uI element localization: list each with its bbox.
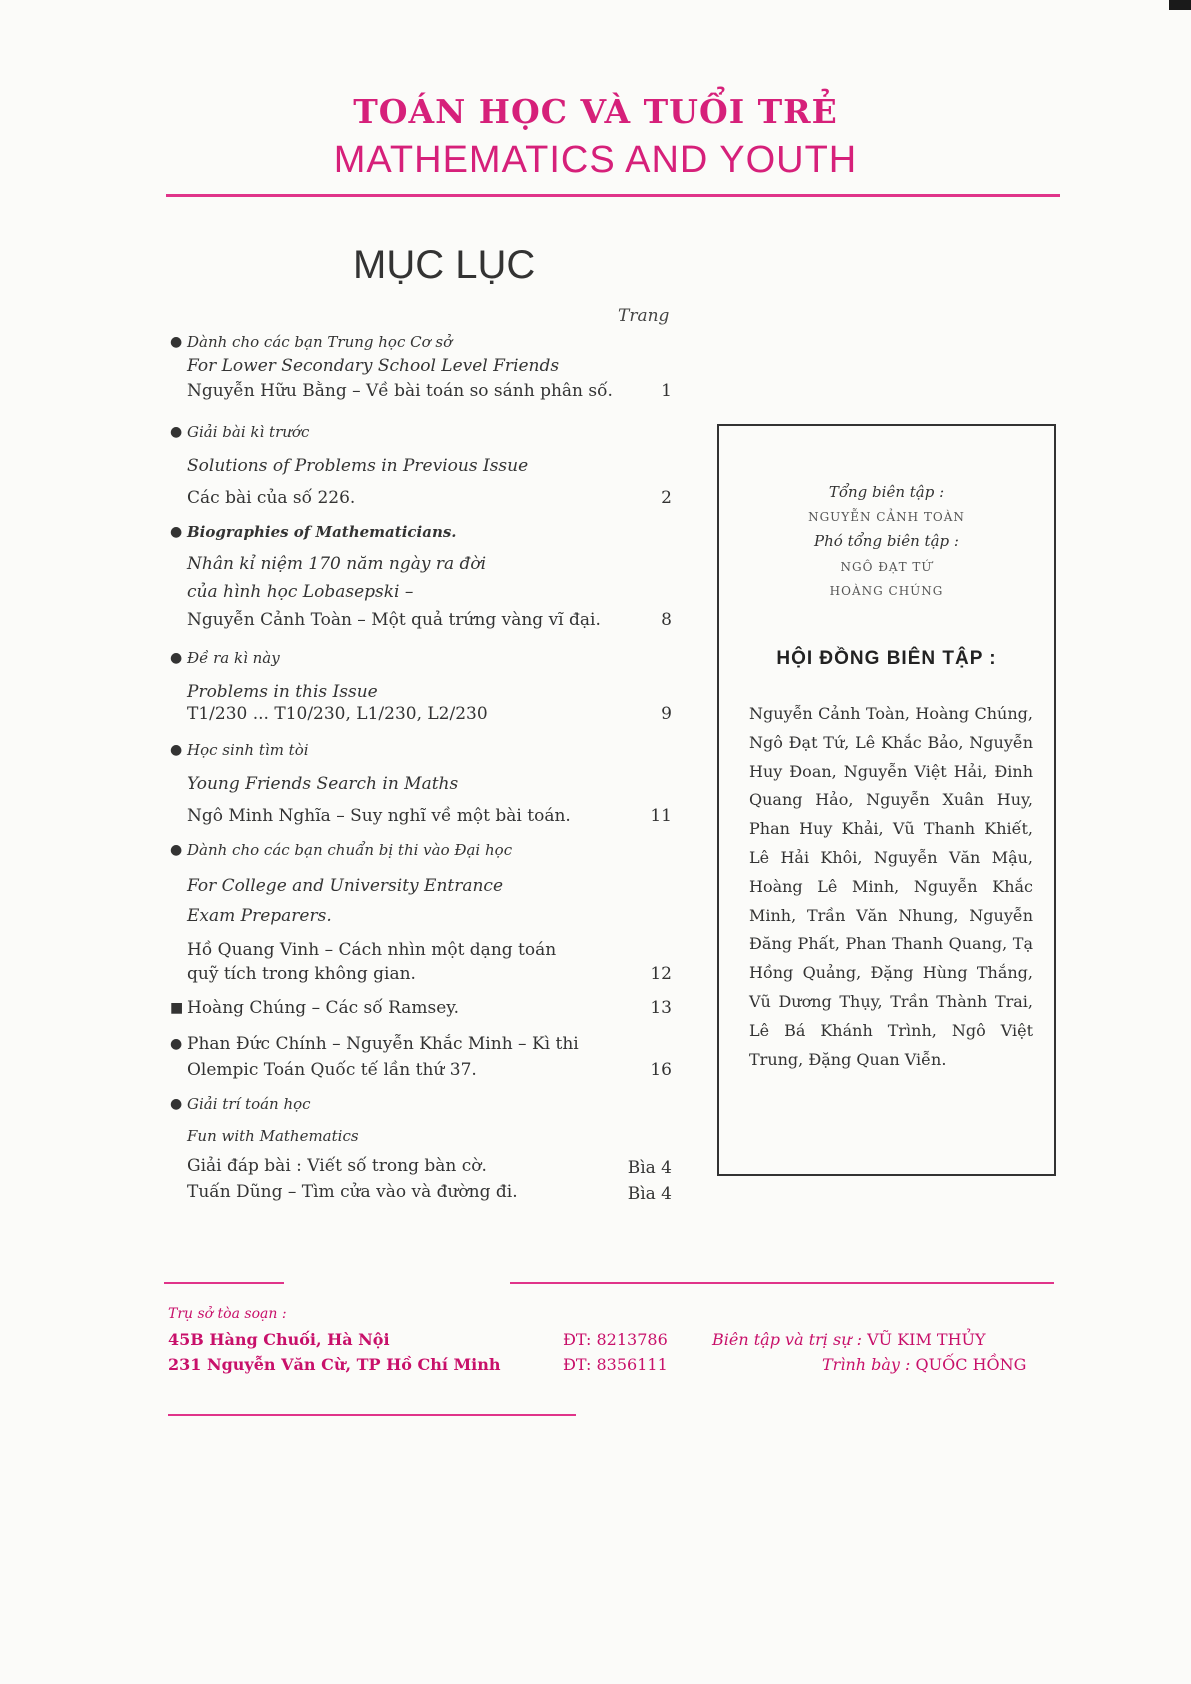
toc-line: Fun with Mathematics (187, 1127, 359, 1145)
bullet-icon: ● (170, 424, 183, 440)
chief-editor-label: Tổng biên tập : (828, 483, 945, 501)
footer-rule-right (510, 1282, 1054, 1284)
toc-page-number: 12 (650, 964, 672, 984)
designer (822, 1355, 1026, 1374)
toc-line: Hồ Quang Vinh – Cách nhìn một dạng toán (187, 940, 557, 960)
toc-line: Ngô Minh Nghĩa – Suy nghĩ về một bài toán. (187, 806, 571, 826)
office-label: Trụ sở tòa soạn : (168, 1306, 287, 1322)
toc-line: Giải bài kì trước (187, 423, 310, 441)
toc-page-number: Bìa 4 (627, 1158, 672, 1178)
toc-page-number: 8 (661, 610, 672, 630)
deputy-editor-name: NGÔ ĐẠT TỨ (840, 560, 933, 574)
toc-line: Học sinh tìm tòi (187, 741, 309, 759)
toc-page-number: 1 (661, 381, 672, 401)
bullet-icon: ● (170, 1036, 183, 1052)
toc-line: Giải trí toán học (187, 1095, 311, 1113)
toc-line: Exam Preparers. (187, 906, 332, 926)
toc-line: của hình học Lobasepski – (187, 582, 414, 602)
office-address-2: 231 Nguyễn Văn Cừ, TP Hồ Chí Minh (168, 1355, 501, 1374)
council-heading: HỘI ĐỒNG BIÊN TẬP : (776, 648, 997, 669)
toc-line: T1/230 ... T10/230, L1/230, L2/230 (187, 704, 488, 724)
deputy-editor-name: HOÀNG CHÚNG (829, 584, 944, 598)
toc-line: Dành cho các bạn Trung học Cơ sở (187, 333, 453, 351)
toc-line: Nhân kỉ niệm 170 năm ngày ra đời (187, 554, 487, 574)
toc-line: Giải đáp bài : Viết số trong bàn cờ. (187, 1156, 487, 1176)
managing-editor (712, 1330, 986, 1349)
bullet-icon: ● (170, 650, 183, 666)
header-rule (166, 194, 1060, 197)
bullet-icon: ● (170, 742, 183, 758)
toc-line: Các bài của số 226. (187, 488, 356, 508)
magazine-title-vn: TOÁN HỌC VÀ TUỔI TRẺ (353, 92, 838, 131)
toc-line: For College and University Entrance (187, 876, 504, 896)
toc-line: Nguyễn Hữu Bằng – Về bài toán so sánh phân số. (187, 381, 613, 401)
toc-line: Nguyễn Cảnh Toàn – Một quả trứng vàng vĩ đại. (187, 610, 601, 630)
toc-page-number: 13 (650, 998, 672, 1018)
toc-line: Dành cho các bạn chuẩn bị thi vào Đại học (187, 841, 513, 859)
managing-editor-name: VŨ KIM THỦY (867, 1330, 986, 1349)
toc-line: Tuấn Dũng – Tìm cửa vào và đường đi. (187, 1182, 518, 1202)
bullet-icon: ● (170, 334, 183, 350)
toc-page-number: 11 (650, 806, 672, 826)
toc-page-number: 9 (661, 704, 672, 724)
office-phone-1: ĐT: 8213786 (563, 1330, 668, 1349)
toc-line: Phan Đức Chính – Nguyễn Khắc Minh – Kì thi (187, 1034, 579, 1054)
council-members: Nguyễn Cảnh Toàn, Hoàng Chúng, Ngô Đạt Tứ, Lê Khắc Bảo, Nguyễn Huy Đoan, Nguyễn Việt Hải, Đinh Quang Hảo, Nguyễn Xuân Huy, Phan Huy Khải, Vũ Thanh Khiết, Lê Hải Khôi, Nguyễn Văn Mậu, Hoàng Lê Minh, Nguyễn Khắc Minh, Trần Văn Nhung, Nguyễn Đăng Phất, Phan Thanh Quang, Tạ Hồng Quảng, Đặng Hùng Thắng, Vũ Dương Thụy, Trần Thành Trai, Lê Bá Khánh Trình, Ngô Việt Trung, Đặng Quan Viễn. (749, 704, 1033, 1069)
toc-line: Biographies of Mathematicians. (187, 523, 457, 541)
toc-heading: MỤC LỤC (353, 243, 536, 287)
office-address-1: 45B Hàng Chuối, Hà Nội (168, 1330, 390, 1349)
footer-rule-left (164, 1282, 284, 1284)
magazine-title-en: MATHEMATICS AND YOUTH (333, 139, 858, 181)
toc-page-number: 16 (650, 1060, 672, 1080)
bullet-icon: ● (170, 842, 183, 858)
toc-page-number: Bìa 4 (627, 1184, 672, 1204)
toc-page-label: Trang (618, 306, 670, 326)
toc-page-number: 2 (661, 488, 672, 508)
deputy-editor-label: Phó tổng biên tập : (814, 532, 959, 550)
toc-line: Đề ra kì này (187, 649, 280, 667)
chief-editor-name: NGUYỄN CẢNH TOÀN (808, 510, 965, 524)
scan-corner-mark (1169, 0, 1191, 10)
footer-bottom-rule (168, 1414, 576, 1416)
managing-editor-label: Biên tập và trị sự : (712, 1330, 862, 1349)
designer-label: Trình bày : (822, 1355, 911, 1374)
bullet-icon: ● (170, 1096, 183, 1112)
toc-line: Problems in this Issue (187, 682, 378, 702)
toc-line: Solutions of Problems in Previous Issue (187, 456, 529, 476)
toc-line: quỹ tích trong không gian. (187, 964, 416, 984)
bullet-icon: ● (170, 524, 183, 540)
bullet-icon: ■ (170, 1000, 184, 1016)
toc-line: For Lower Secondary School Level Friends (187, 356, 560, 376)
office-phone-2: ĐT: 8356111 (563, 1355, 668, 1374)
toc-line: Olempic Toán Quốc tế lần thứ 37. (187, 1060, 477, 1080)
designer-name: QUỐC HỒNG (915, 1355, 1027, 1374)
toc-line: Young Friends Search in Maths (187, 774, 459, 794)
toc-line: Hoàng Chúng – Các số Ramsey. (187, 998, 460, 1018)
